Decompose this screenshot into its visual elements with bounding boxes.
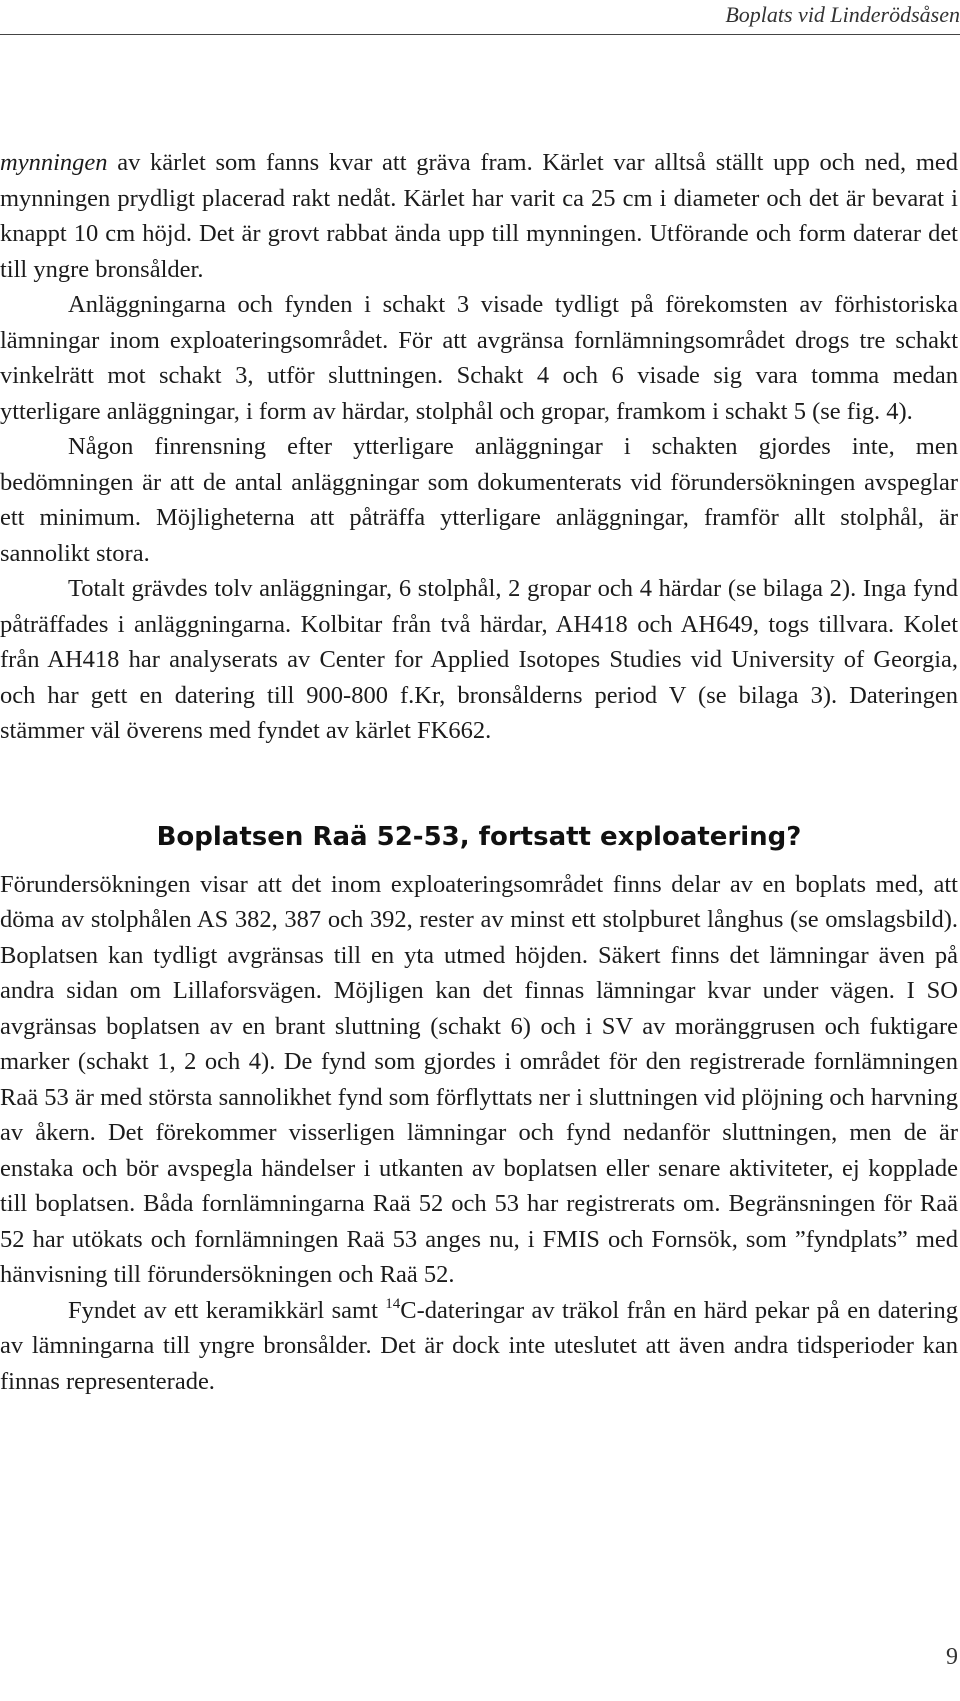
paragraph-4: Totalt grävdes tolv anläggningar, 6 stolphål, 2 gropar och 4 härdar (se bilaga 2). Inga fynd påträffades i anläggningarna. Kolbitar från två härdar, AH418 och AH649, togs tillvara. Kolet från AH418 har analyserats av Center for Applied Isotopes Studies vid University of Georgia, och har gett en datering till 900-800 f.Kr, bronsålderns period V (se bilaga 3). Dateringen stämmer väl överens med fyndet av kärlet FK662.: [0, 575, 958, 744]
paragraph-text: C-dateringar av träkol från en härd pekar på en datering av lämningarna till yngre bronsålder. Det är dock inte uteslutet att även andra tidsperioder kan finnas representerade.: [0, 1296, 958, 1395]
paragraph-6: [0, 1293, 958, 1400]
paragraph-2: Anläggningarna och fynden i schakt 3 visade tydligt på förekomsten av förhistoriska lämningar inom exploateringsområdet. För att avgränsa fornlämningsområdet drogs tre schakt vinkelrätt mot schakt 3, utför sluttningen. Schakt 4 och 6 visade sig vara tomma medan ytterligare anläggningar, i form av härdar, stolphål och gropar, framkom i schakt 5 (se fig. 4).: [0, 291, 958, 425]
superscript-14: 14: [385, 1295, 401, 1312]
running-title: Boplats vid Linderödsåsen: [725, 2, 960, 27]
page-number: 9: [946, 1644, 958, 1670]
paragraph-3: Någon finrensning efter ytterligare anläggningar i schakten gjordes inte, men bedömningen är att de antal anläggningar som dokumenterats vid förundersökningen avspeglar ett minimum. Möjligheterna att påträffa ytterligare anläggningar, framför allt stolphål, är sannolikt stora.: [0, 433, 958, 567]
paragraph-1: [0, 145, 958, 287]
paragraph-5: Förundersökningen visar att det inom exploateringsområdet finns delar av en boplats med, att döma av stolphålen AS 382, 387 och 392, rester av minst ett stolpburet långhus (se omslagsbild). Boplatsen kan tydligt avgränsas till en yta utmed höjden. Säkert finns det lämningar även på andra sidan om Lillaforsvägen. Möjligen kan det finnas lämningar kvar under vägen. I SO avgränsas boplatsen av en brant sluttning (schakt 6) och i SV av moränggrusen och fuktigare marker (schakt 1, 2 och 4). De fynd som gjordes i området för den registrerade fornlämningen Raä 53 är med största sannolikhet fynd som förflyttats ner i sluttningen vid plöjning och harvning av åkern. Det förekommer visserligen lämningar och fynd nedanför sluttningen, men de är enstaka och bör avspegla händelser i utkanten av boplatsen eller senare aktiviteter, ej kopplade till boplatsen. Båda fornlämningarna Raä 52 och 53 har registrerats om. Begränsningen för Raä 52 har utökats och fornlämningen Raä 53 anges nu, i FMIS och Fornsök, som ”fyndplats” med hänvisning till förundersökningen och Raä 52.: [0, 870, 958, 1288]
page-body: [0, 145, 958, 1399]
paragraph-text: Fyndet av ett keramikkärl samt: [68, 1296, 386, 1324]
paragraph-text: av kärlet som fanns kvar att gräva fram. Kärlet var alltså ställt upp och ned, med mynningen prydligt placerad rakt nedåt. Kärlet har varit ca 25 cm i diameter och det är bevarat i knappt 10 cm höjd. Det är grovt rabbat ända upp till mynningen. Utförande och form daterar det till yngre bronsålder.: [0, 149, 958, 283]
italic-term: mynningen: [0, 149, 108, 176]
section-heading: Boplatsen Raä 52-53, fortsatt exploatering?: [156, 821, 802, 852]
running-header: [0, 0, 960, 35]
